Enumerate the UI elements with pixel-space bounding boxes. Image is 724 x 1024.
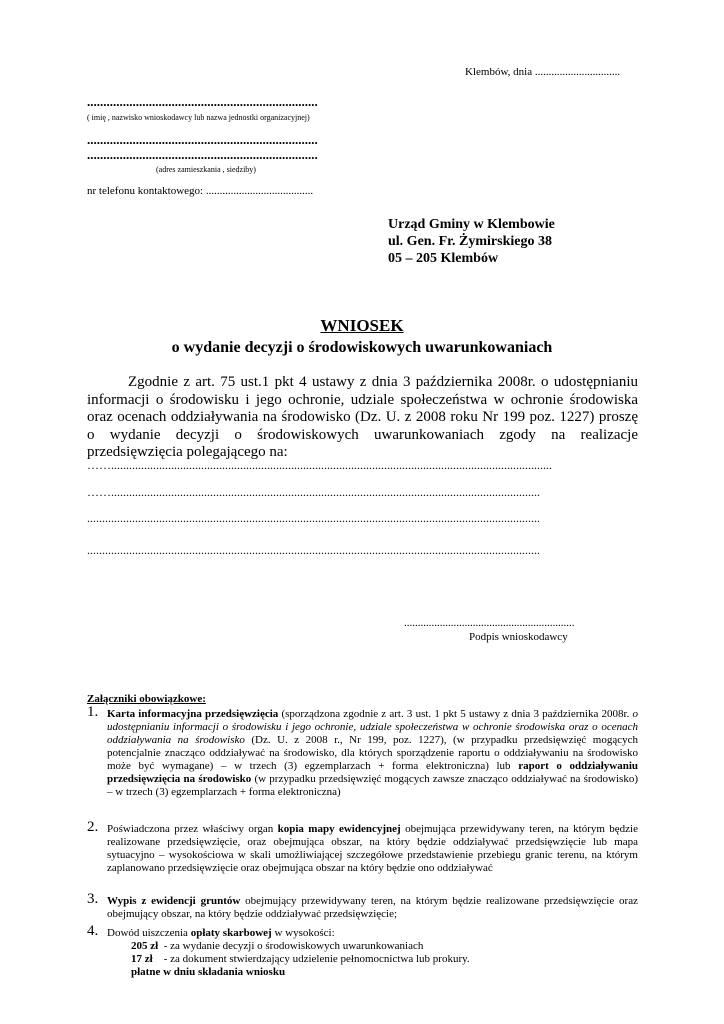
fee-2-text: - za dokument stwierdzający udzielenie pełnomocnictwa lub prokury. xyxy=(152,953,470,965)
attachment-3 xyxy=(107,895,638,921)
document-title: WNIOSEK xyxy=(320,316,404,335)
place-date: Klembów, dnia ............................... xyxy=(465,66,621,78)
fee-1-text: - za wydanie decyzji o środowiskowych uwarunkowaniach xyxy=(158,940,424,952)
attachment-2 xyxy=(107,823,638,875)
attachment-1-number: 1. xyxy=(87,704,99,720)
attachment-2-text-2: obejmująca przewidywany teren, na którym będzie realizowane przedsięwzięcie, oraz obejmująca obszar, na który będzie oddziaływać przedsięwzięcie lub mapa sytuacyjno – wysokościowa w skali umożliwiającej szczegółowe przedstawienie przebiegu granic terenu, na którym zaplanowano przedsięwzięcie oraz obejmująca obszar na który będzie ono oddziaływać xyxy=(107,823,638,874)
attachment-4-number: 4. xyxy=(87,923,99,939)
attachment-4-text-2: w wysokości: xyxy=(271,927,335,939)
attachment-1-italic: o udostępnianiu informacji o środowisku i jego ochronie, udziale społeczeństwa w ochronie środowiska oraz o ocenach oddziaływania na środowisko xyxy=(107,708,638,746)
attachment-2-bold-1: kopia mapy ewidencyjnej xyxy=(277,823,401,835)
attachment-1 xyxy=(107,708,638,799)
attachment-4-text-1: Dowód uiszczenia xyxy=(107,927,191,939)
attachment-4 xyxy=(107,927,638,940)
attachment-1-text-3: (w przypadku przedsięwzięć mogących zawsze znacząco oddziaływać na środowisko) – w trzech (3) egzemplarzach + forma elektroniczna) xyxy=(107,773,638,798)
name-line: ....................................................................... xyxy=(87,94,318,109)
fill-line-2: ……............................................................................................................................................... xyxy=(87,485,540,499)
fill-line-1: ……................................................................................................................................................... xyxy=(87,458,552,472)
attachment-1-text-1: (sporządzona zgodnie z art. 3 ust. 1 pkt 5 ustawy z dnia 3 października 2008r. xyxy=(278,708,633,720)
attachment-3-text-1: obejmujący przewidywany teren, na którym będzie realizowane przedsięwzięcie oraz obejmujący obszar, na który będzie oddziaływać przedsięwzięcie; xyxy=(107,895,638,920)
recipient-line-2: ul. Gen. Fr. Żymirskiego 38 xyxy=(388,234,552,249)
fee-2 xyxy=(131,953,470,966)
fill-line-4: ....................................................................................................................................................... xyxy=(87,543,540,557)
attachment-3-number: 3. xyxy=(87,891,99,907)
recipient-line-1: Urząd Gminy w Klembowie xyxy=(388,217,555,232)
name-caption: ( imię , nazwisko wnioskodawcy lub nazwa jednostki organizacyjnej) xyxy=(87,113,310,122)
phone-line: nr telefonu kontaktowego: ....................................... xyxy=(87,185,314,197)
request-paragraph: Zgodnie z art. 75 ust.1 pkt 4 ustawy z dnia 3 października 2008r. o udostępnianiu informacji o środowisku i jego ochronie, udziale społeczeństwa w ochronie środowiska oraz ocenach oddziaływania na środowisko (Dz. U. z 2008 roku Nr 199 poz. 1227) proszę o wydanie decyzji o środowiskowych uwarunkowaniach zgody na realizacje przedsięwzięcia polegającego na: xyxy=(87,374,638,460)
payment-note: płatne w dniu składania wniosku xyxy=(131,966,286,978)
recipient-line-3: 05 – 205 Klembów xyxy=(388,251,499,266)
attachment-1-bold-1: Karta informacyjna przedsięwzięcia xyxy=(107,708,279,720)
recipient-address xyxy=(388,216,555,267)
fill-line-3: ....................................................................................................................................................... xyxy=(87,511,540,525)
fee-1-amount: 205 zł xyxy=(131,940,159,952)
address-line-2: ....................................................................... xyxy=(87,147,318,162)
document-subtitle: o wydanie decyzji o środowiskowych uwarunkowaniach xyxy=(171,339,553,356)
fee-1 xyxy=(131,940,423,953)
address-line-1: ....................................................................... xyxy=(87,132,318,147)
signature-caption: Podpis wnioskodawcy xyxy=(469,631,568,643)
attachment-4-bold-1: opłaty skarbowej xyxy=(190,927,272,939)
attachment-2-text-1: Poświadczona przez właściwy organ xyxy=(107,823,278,835)
attachment-1-bold-2: raport o oddziaływaniu przedsięwzięcia na środowisko xyxy=(107,760,638,785)
attachment-2-number: 2. xyxy=(87,819,99,835)
attachment-1-text-2: (Dz. U. z 2008 r., Nr 199, poz. 1227), (w przypadku przedsięwzięć mogących potencjalnie znacząco oddziaływać na środowisko, dla których sporządzenie raportu o oddziaływaniu na środowisko może być wymagane) – w trzech (3) egzemplarzach + forma elektroniczna) lub xyxy=(107,734,638,772)
attachments-heading: Załączniki obowiązkowe: xyxy=(87,693,206,705)
fee-2-amount: 17 zł xyxy=(131,953,153,965)
signature-line: .............................................................. xyxy=(404,617,575,629)
attachment-3-bold-1: Wypis z ewidencji gruntów xyxy=(107,895,241,907)
address-caption: (adres zamieszkania , siedziby) xyxy=(156,165,256,174)
